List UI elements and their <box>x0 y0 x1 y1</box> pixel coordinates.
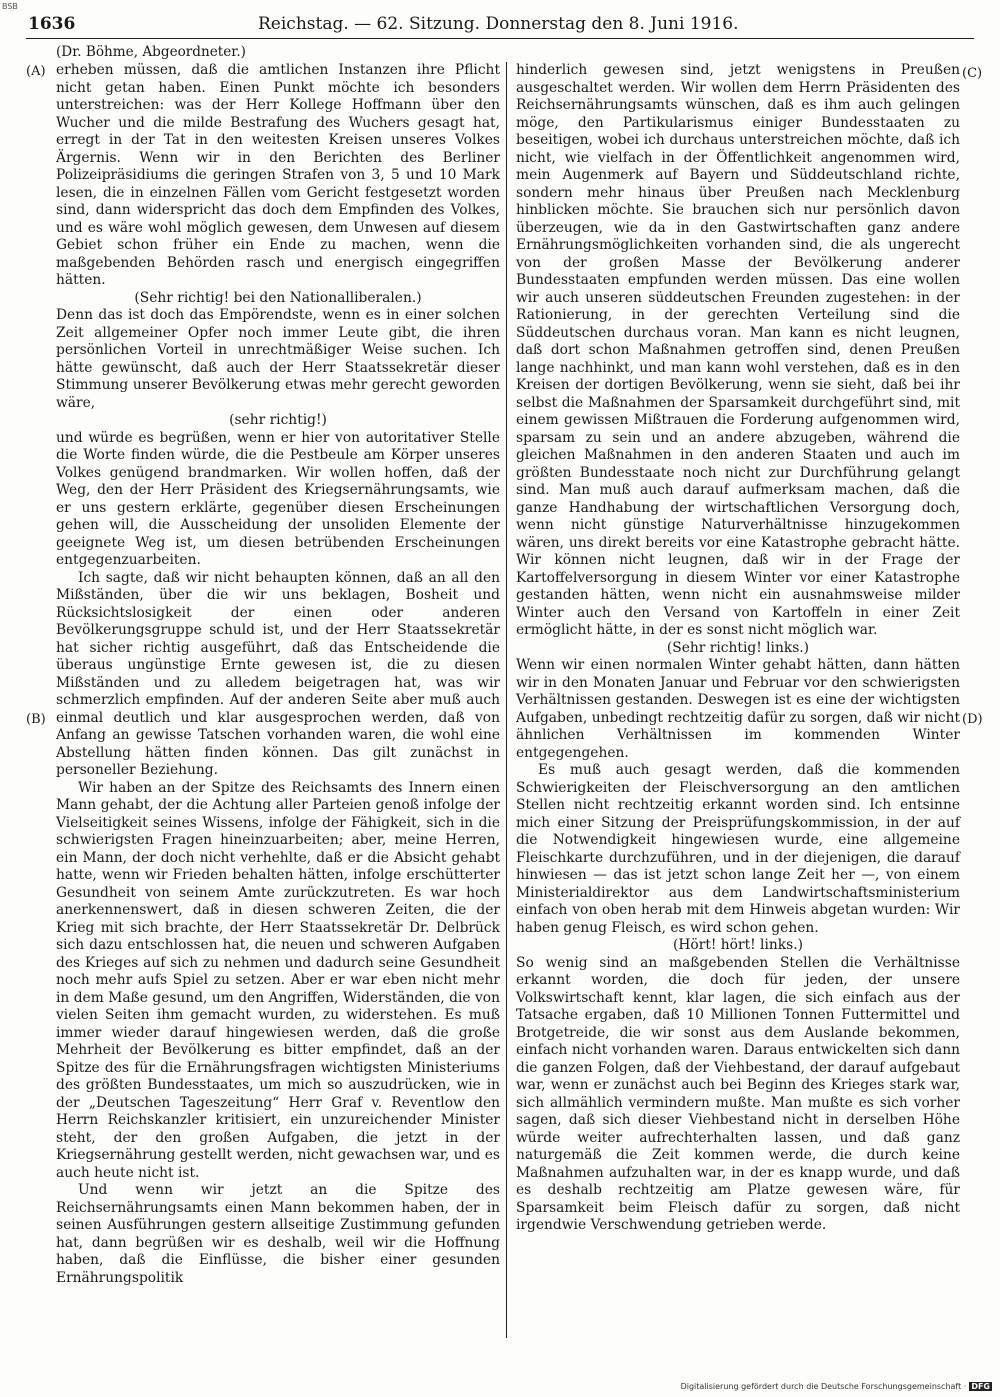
paragraph: Wenn wir einen normalen Winter gehabt hätten, dann hätten wir in den Monaten Januar und Februar vor den schwierigsten Verhältnissen gestanden. Deswegen ist es eine der wichtigsten Aufgaben, unbedingt rechtzeitig dafür zu sorgen, daß wir nicht ähnlichen Verhältnissen im kommenden Winter entgegengehen. <box>516 657 960 761</box>
footer-credit <box>681 1382 992 1391</box>
left-column <box>56 62 500 1287</box>
interjection: (Sehr richtig! links.) <box>666 639 810 656</box>
interjection: (Hört! hört! links.) <box>673 937 803 953</box>
dfg-logo: DFG <box>971 1382 990 1391</box>
paragraph: Ich sagte, daß wir nicht behaupten können, daß an all den Mißständen, über die wir uns beklagen, Bosheit und Rücksichtslosigkeit der einen oder anderen Bevölkerungsgruppe schuld ist, und der Herr Staatssekretär hat sicher richtig ausgeführt, daß das Entscheidende die überaus ungünstige Ernte gewesen ist, die zu diesen Mißständen und zu alledem beigetragen hat, was wir schmerzlich empfinden. Auf der anderen Seite aber muß auch einmal deutlich und klar ausgesprochen werden, daß von Anfang an gewisse Tatschen vorhanden waren, die wohl eine Abstellung hätten finden können. Das gilt zunächst in personeller Beziehung. <box>56 569 500 778</box>
margin-mark-c: (C) <box>962 66 983 81</box>
library-watermark: BSB <box>2 2 18 11</box>
footer-text: Digitalisierung gefördert durch die Deutsche Forschungsgemeinschaft · <box>680 1382 967 1391</box>
running-head: Reichstag. — 62. Sitzung. Donnerstag den 8. Juni 1916. <box>258 14 739 34</box>
paragraph: Und wenn wir jetzt an die Spitze des Reichsernährungsamts einen Mann bekommen haben, der in seinen Ausführungen gestern allseitige Zustimmung gefunden hat, dann begrüßen wir es deshalb, weil wir die Hoffnung haben, daß die Einflüsse, die bisher einer gesunden Ernährungspolitik <box>56 1182 500 1286</box>
page-number: 1636 <box>28 14 76 34</box>
paragraph: Es muß auch gesagt werden, daß die kommenden Schwierigkeiten der Fleischversorgung an den amtlichen Stellen nicht rechtzeitig erkannt worden sind. Ich entsinne mich einer Sitzung der Preisprüfungskommission, in der auf die Notwendigkeit hingewiesen wurde, eine allgemeine Fleischkarte durchzuführen, und in der diejenigen, die darauf hinwiesen — das ist jetzt schon lange Zeit her —, von einem Ministerialdirektor aus dem Landwirtschaftsministerium einfach von oben herab mit dem Hinweis abgetan wurden: Wir haben genug Fleisch, es wird schon gehen. <box>516 762 960 936</box>
paragraph: Wir haben an der Spitze des Reichsamts des Innern einen Mann gehabt, der die Achtung aller Parteien genoß infolge der Vielseitigkeit seines Wissens, infolge der Fähigkeit, sich in die schwierigsten Fragen hineinzuarbeiten; aber, meine Herren, ein Mann, der doch nicht verhehlte, daß er die Absicht gehabt hatte, wenn wir Frieden behalten hätten, infolge erschütterter Gesundheit von seinem Amte zurückzutreten. Es war hoch anerkennenswert, daß in diesen schweren Zeiten, die der Krieg mit sich brachte, der Herr Staatssekretär Dr. Delbrück sich dazu entschlossen hat, die neuen und schweren Aufgaben des Krieges auf sich zu nehmen und dadurch seine Gesundheit noch mehr aufs Spiel zu setzen. Aber er war eben nicht mehr in dem Maße gesund, um den Angriffen, Widerständen, die von vielen Seiten ihm gemacht wurden, zu widerstehen. Es muß immer wieder darauf hingewiesen werden, daß die große Mehrheit der Bevölkerung es bitter empfindet, daß an der Spitze des für die Ernährungsfragen wichtigsten Ministeriums des größten Bundesstaates, um mich so auszudrücken, wie in der „Deutschen Tageszeitung“ Herr Graf v. Reventlow den Herrn Reichskanzler kritisiert, ein unzureichender Minister steht, der den großen Aufgaben, die jetzt in der Kriegsernährung gestellt werden, nicht gewachsen war, und es auch heute nicht ist. <box>56 779 500 1181</box>
margin-mark-d: (D) <box>962 712 983 727</box>
right-column <box>516 62 960 1235</box>
paragraph: hinderlich gewesen sind, jetzt wenigstens in Preußen ausgeschaltet werden. Wir wollen dem Herrn Präsidenten des Reichsernährungsamts wünschen, daß es ihm auch gelingen möge, den Partikularismus einiger Bundesstaaten zu beseitigen, wobei ich durchaus unterstreichen möchte, daß ich nicht, wie vielfach in der Öffentlichkeit angenommen wird, mein Augenmerk auf Bayern und Süddeutschland richte, sondern mehr hinaus über Preußen nach Mecklenburg hinblicken möchte. Sie brauchen sich nur persönlich davon überzeugen, wie da in den Gastwirtschaften ganz andere Ernährungsmöglichkeiten vorhanden sind, die als ungerecht von der großen Masse der Bevölkerung anderer Bundesstaaten empfunden werden müssen. Das eine wollen wir auch unseren süddeutschen Freunden zugestehen: in der Rationierung, in der gerechten Verteilung sind die Süddeutschen durchaus voran. Man kann es nicht leugnen, daß dort schon Maßnahmen getroffen sind, denen Preußen lange nachhinkt, und man kann wohl verstehen, daß es in den Kreisen der dortigen Bevölkerung, wenn sie sieht, daß bei ihr selbst die Maßnahmen der Sparsamkeit durchgeführt sind, mit einem gewissen Mißtrauen die Forderung aufgenommen wird, sparsam zu sein und an andere abzugeben, während die gleichen Maßnahmen in den anderen Staaten und auch im größten Bundesstaate noch nicht zur Durchführung gelangt sind. Man muß auch darauf aufmerksam machen, daß die ganze Handhabung der wirtschaftlichen Versorgung doch, wenn nicht günstige Naturverhältnisse hinzugekommen wären, uns direkt bereits vor eine Katastrophe gebracht hätte. Wir können nicht leugnen, daß wir in der Frage der Kartoffelversorgung in diesem Winter vor einer Katastrophe gestanden hätten, wenn nicht ein ausnahmsweise milder Winter auch den Versand von Kartoffeln in einer Zeit ermöglicht hätte, in der es sonst nicht möglich war. <box>516 62 960 638</box>
header-rule <box>26 38 974 39</box>
margin-mark-b: (B) <box>26 712 46 727</box>
paragraph: Denn das ist doch das Empörendste, wenn es in einer solchen Zeit allgemeiner Opfer noch immer Leute gibt, die ihren persönlichen Vorteil in unrechtmäßiger Weise suchen. Ich hätte gewünscht, daß auch der Herr Staatssekretär dieser Stimmung unserer Bevölkerung etwas mehr gerecht geworden wäre, <box>56 307 500 411</box>
interjection: (sehr richtig!) <box>229 412 327 428</box>
interjection: (Sehr richtig! bei den Nationalliberalen.) <box>134 289 422 306</box>
margin-mark-a: (A) <box>26 64 46 79</box>
paragraph: und würde es begrüßen, wenn er hier von autoritativer Stelle die Worte finden würde, die die Pestbeule am Körper unseres Volkes genügend brandmarken. Wir wollen hoffen, daß der Weg, den der Herr Präsident des Kriegsernährungsamts, wie er uns gestern erklärte, gegenüber diesen Erscheinungen gehen will, die Ausscheidung der unsoliden Elemente der geeignete Weg ist, um diesen betrübenden Erscheinungen entgegenzuarbeiten. <box>56 429 500 568</box>
speaker-line: (Dr. Böhme, Abgeordneter.) <box>56 44 246 60</box>
paragraph: erheben müssen, daß die amtlichen Instanzen ihre Pflicht nicht getan haben. Einen Punkt möchte ich besonders unterstreichen: was der Herr Kollege Hoffmann über den Wucher und die milde Bestrafung des Wuchers gesagt hat, erregt in der Tat in den weitesten Kreisen unseres Volkes Ärgernis. Wenn wir in den Berichten des Berliner Polizeipräsidiums die geringen Strafen von 3, 5 und 10 Mark lesen, die in einzelnen Fällen vom Gericht festgesetzt worden sind, dann widerspricht das doch dem Empfinden des Volkes, und es wäre wohl möglich gewesen, dem Unwesen auf diesem Gebiet schon früher ein Ende zu machen, wenn die maßgebenden Behörden rasch und energisch eingegriffen hätten. <box>56 62 500 288</box>
paragraph: So wenig sind an maßgebenden Stellen die Verhältnisse erkannt worden, die doch für jeden, der unsere Volkswirtschaft kennt, klar lagen, die sich einfach aus der Tatsache ergaben, daß 10 Millionen Tonnen Futtermittel und Brotgetreide, die wir sonst aus dem Auslande bekommen, einfach nicht vorhanden waren. Daraus entwickelten sich dann die ganzen Folgen, daß der Viehbestand, der darauf aufgebaut war, wenn er zunächst auch bei Beginn des Krieges stark war, sich allmählich vermindern mußte. Man mußte es sich vorher sagen, daß sich dieser Viehbestand nicht in derselben Höhe würde weiter aufrechterhalten lassen, und daß ganz naturgemäß die Zeit kommen werde, die durch keine Maßnahmen aufzuhalten war, in der es knapp wurde, und daß es deshalb rechtzeitig am Platze gewesen wäre, für Sparsamkeit beim Fleisch dafür zu sorgen, daß nicht irgendwie Verschwendung getrieben werde. <box>516 954 960 1233</box>
column-divider <box>506 62 507 1338</box>
